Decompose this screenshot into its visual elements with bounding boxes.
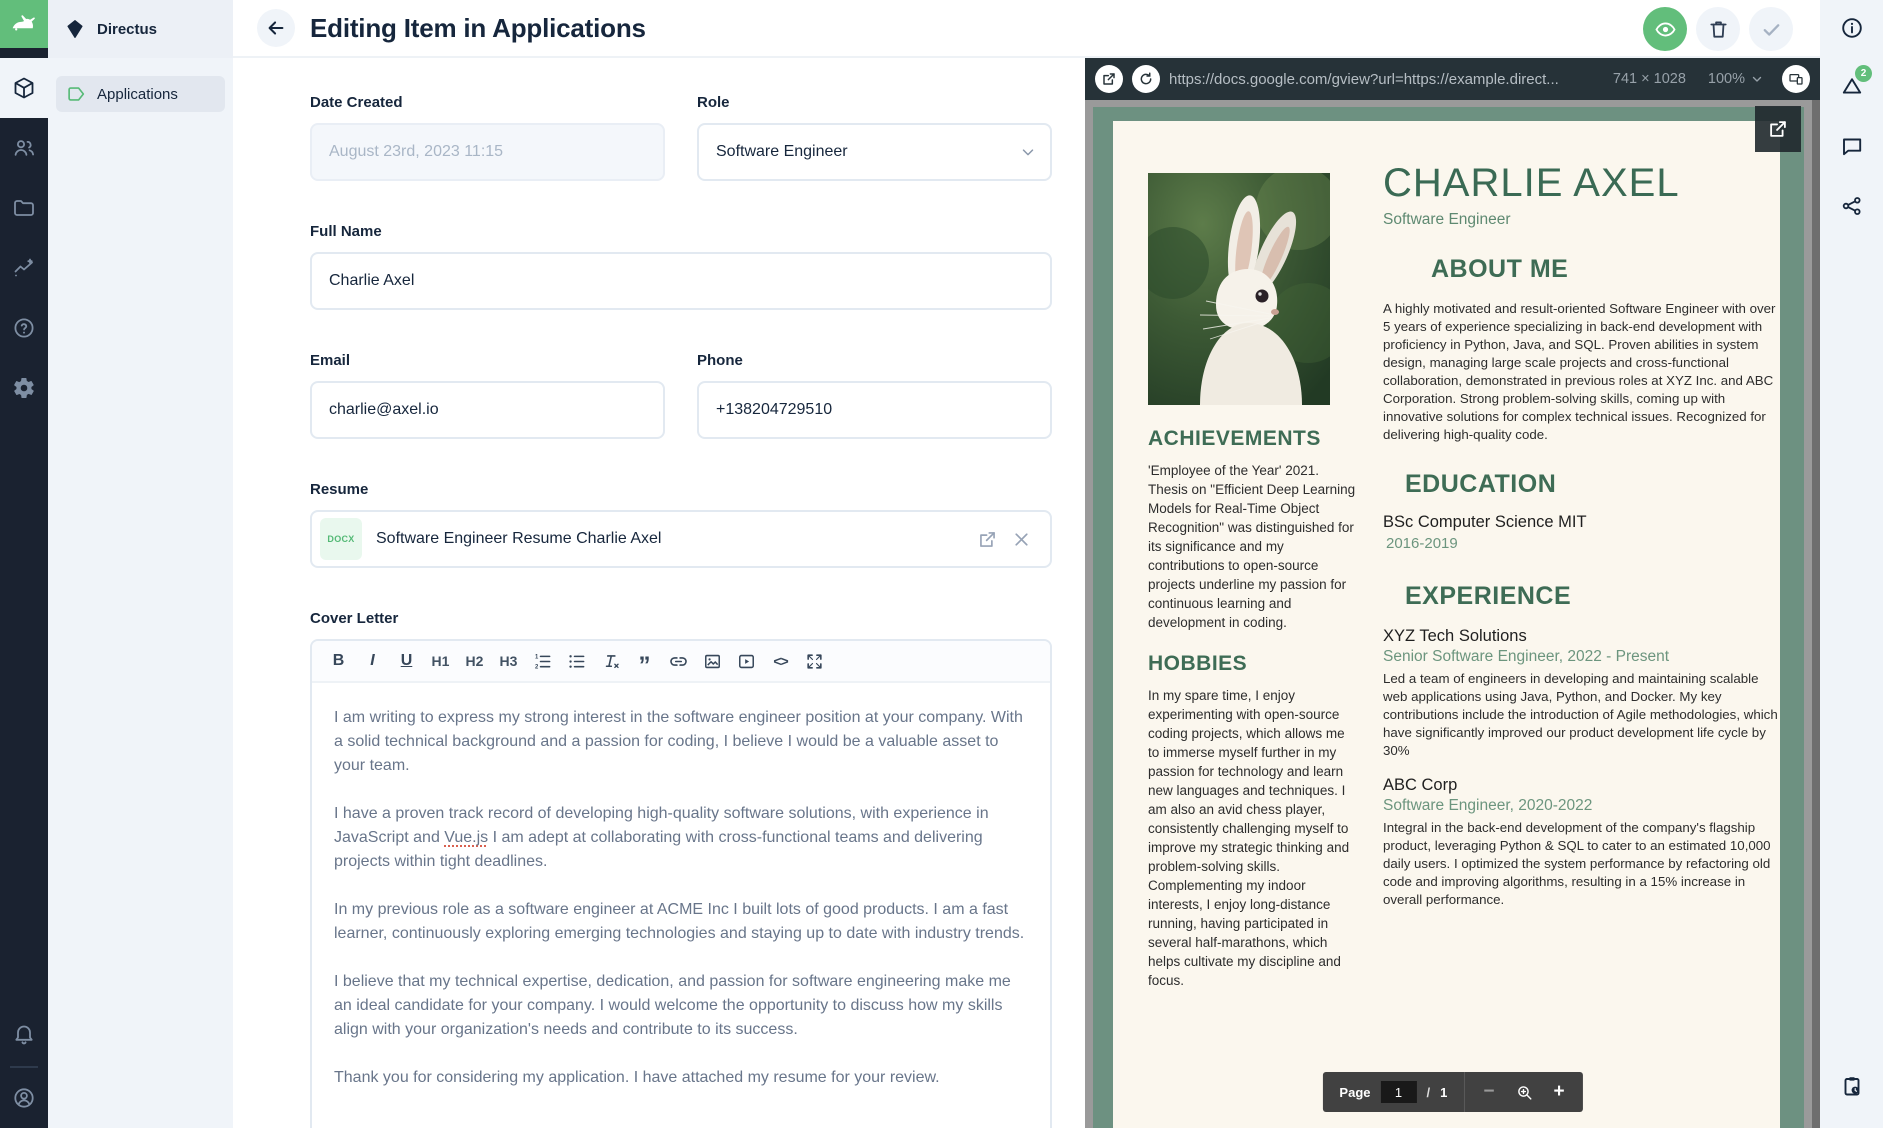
resume-file-name: Software Engineer Resume Charlie Axel	[376, 530, 662, 547]
bell-icon	[12, 1022, 36, 1046]
item-form	[233, 58, 1085, 1128]
page-number-input[interactable]	[1381, 1081, 1417, 1103]
field-phone	[697, 352, 1052, 439]
email-input[interactable]	[310, 381, 665, 439]
field-resume	[310, 481, 1052, 568]
document-frame	[1093, 107, 1804, 1128]
info-icon	[1840, 16, 1864, 40]
job-company: XYZ Tech Solutions	[1383, 627, 1527, 645]
gear-icon	[12, 376, 36, 400]
education-years: 2016-2019	[1386, 535, 1458, 552]
remove-file-icon[interactable]	[1011, 529, 1032, 550]
chevron-down-icon	[1019, 143, 1037, 161]
preview-zoom-select[interactable]: 100%	[1708, 71, 1764, 87]
education-degree: BSc Computer Science MIT	[1383, 513, 1587, 531]
achievements-body: 'Employee of the Year' 2021. Thesis on "Efficient Deep Learning Models for Real-Time Object Recognition" was distinguished for its significance and my contributions to open-source projects underline my passion for continuous learning and development in coding.	[1148, 463, 1356, 630]
revisions-count-badge: 2	[1855, 65, 1872, 82]
role-label: Role	[697, 94, 730, 111]
ordered-list-button[interactable]	[528, 647, 557, 676]
document-pager	[1322, 1072, 1582, 1112]
full-name-label: Full Name	[310, 223, 382, 240]
applicant-photo	[1148, 173, 1330, 405]
h2-button[interactable]: H2	[465, 653, 484, 669]
notifications-button[interactable]	[0, 1004, 48, 1064]
video-icon	[737, 652, 756, 671]
resume-label: Resume	[310, 481, 369, 498]
header-actions	[1643, 7, 1793, 51]
arrow-left-icon	[265, 17, 287, 39]
education-heading: EDUCATION	[1405, 470, 1557, 498]
help-icon	[12, 316, 36, 340]
date-created-label: Date Created	[310, 94, 403, 111]
hobbies-body: In my spare time, I enjoy experimenting with open-source coding projects, which allows me to immerse myself further in my passion for technology and learn new languages and techniques. I am also an avid chess player, consistently challenging myself to improve my strategic thinking and problem-solving skills. Complementing my indoor interests, I enjoy long-distance running, having participated in several half-marathons, which helps cultivate my discipline and focus.	[1148, 688, 1350, 988]
sidebar-item-comments[interactable]	[1820, 116, 1883, 176]
share-icon	[1840, 194, 1864, 218]
applicant-title: Software Engineer	[1383, 211, 1511, 228]
bold-button[interactable]: B	[332, 652, 345, 669]
cover-letter-paragraph: I believe that my technical expertise, dedication, and passion for software engineering make me an ideal candidate for your company. I would welcome the opportunity to discuss how my skills align with your organization's needs and contribute to its success.	[334, 973, 1011, 1038]
clear-format-button[interactable]	[596, 647, 625, 676]
phone-input[interactable]	[697, 381, 1052, 439]
open-preview-new-tab-button[interactable]	[1095, 65, 1123, 93]
link-icon	[669, 652, 688, 671]
about-body: A highly motivated and result-oriented Software Engineer with over 5 years of experience specializing in back-end development with proficiency in Python, Java, and SQL. Proven abilities in system design, managing large scale projects and cross-functional collaboration, demonstrated in previous roles at XYZ Inc. and ABC Corporation. Strong problem-solving skills, coming up with innovative solutions for complex technical issues. Recognized for delivering high-quality code.	[1383, 301, 1776, 442]
cover-letter-paragraph: I am writing to express my strong interest in the software engineer position at your company. With a solid technical background and a passion for coding, I believe I would be a valuable asset to your team.	[334, 709, 1023, 774]
h3-button[interactable]: H3	[499, 653, 518, 669]
image-icon	[703, 652, 722, 671]
preview-scrollbar[interactable]	[1812, 100, 1820, 1128]
right-sidebar	[1820, 0, 1883, 1128]
responsive-toggle-button[interactable]	[1782, 65, 1810, 93]
job-role-dates: Software Engineer, 2020-2022	[1383, 797, 1593, 814]
insert-video-button[interactable]	[732, 647, 761, 676]
zoom-out-button[interactable]: −	[1483, 1081, 1495, 1102]
phone-label: Phone	[697, 352, 743, 369]
role-value: Software Engineer	[716, 143, 848, 160]
job-company: ABC Corp	[1383, 776, 1458, 794]
field-email	[310, 352, 665, 439]
preview-dimensions: 741 × 1028	[1612, 71, 1686, 87]
preview-viewport	[1085, 100, 1820, 1128]
module-users[interactable]	[0, 118, 48, 178]
nav-item-label: Applications	[97, 85, 178, 103]
clear-format-icon	[601, 652, 620, 671]
field-date-created	[310, 94, 665, 181]
save-button[interactable]	[1749, 7, 1793, 51]
project-name: Directus	[97, 20, 158, 38]
sidebar-item-activity[interactable]	[1820, 1056, 1883, 1116]
hobbies-heading: HOBBIES	[1148, 652, 1248, 675]
cover-letter-paragraph: Thank you for considering my application. I have attached my resume for your review.	[334, 1069, 940, 1086]
bullet-list-icon	[567, 652, 586, 671]
link-button[interactable]	[664, 647, 693, 676]
experience-job	[1383, 627, 1783, 760]
cover-letter-content[interactable]	[312, 683, 1050, 1128]
resume-file-input[interactable]	[310, 510, 1052, 568]
folder-icon	[12, 196, 36, 220]
avatar-icon	[12, 1086, 36, 1110]
experience-heading: EXPERIENCE	[1405, 582, 1572, 610]
collection-tag-icon	[65, 83, 87, 105]
insert-image-button[interactable]	[698, 647, 727, 676]
page-header	[233, 0, 1820, 58]
docx-badge: DOCX	[320, 518, 362, 560]
blockquote-button[interactable]: ”	[638, 652, 651, 679]
ordered-list-icon	[533, 652, 552, 671]
applicant-name: CHARLIE AXEL	[1383, 161, 1680, 205]
open-in-new-icon	[1767, 118, 1789, 140]
cover-letter-label: Cover Letter	[310, 610, 399, 627]
devices-icon	[1788, 71, 1804, 87]
user-avatar-button[interactable]	[0, 1070, 48, 1126]
page-label: Page	[1339, 1084, 1371, 1100]
h1-button[interactable]: H1	[431, 653, 450, 669]
rabbit-logo-icon	[7, 7, 41, 41]
refresh-preview-button[interactable]	[1132, 65, 1160, 93]
module-content[interactable]	[0, 58, 48, 118]
cover-letter-paragraph: I have a proven track record of developing high-quality software solutions, with experience in JavaScript and Vue.js I am adept at collaborating with cross-functional teams and delivering projects within tight deadlines.	[334, 805, 989, 870]
preview-toolbar	[1085, 58, 1820, 100]
sidebar-item-revisions[interactable]	[1820, 56, 1883, 116]
clipboard-clock-icon	[1840, 1074, 1864, 1098]
svg-text:1: 1	[534, 653, 539, 660]
job-description: Led a team of engineers in developing and maintaining scalable web applications using Java, Python, and Docker. My key contributions include the introduction of Agile methodologies, which have significantly improved our product development life cycle by 30%	[1383, 671, 1778, 758]
magnifier-plus-icon	[1514, 1083, 1533, 1102]
eye-icon	[1654, 18, 1677, 41]
sidebar-divider	[10, 1066, 38, 1068]
comment-bubble-icon	[1840, 134, 1864, 158]
misspelled-word: Vue.js	[444, 829, 489, 846]
preview-toggle-button[interactable]	[1643, 7, 1687, 51]
fullscreen-button[interactable]	[800, 647, 829, 676]
date-created-input	[310, 123, 665, 181]
module-docs[interactable]	[0, 298, 48, 358]
job-role-dates: Senior Software Engineer, 2022 - Present	[1383, 648, 1670, 665]
module-files[interactable]	[0, 178, 48, 238]
rich-text-editor	[310, 639, 1052, 1128]
back-button[interactable]	[257, 9, 295, 47]
users-icon	[12, 136, 36, 160]
page-title: Editing Item in Applications	[310, 12, 646, 43]
bullet-list-button[interactable]	[562, 647, 591, 676]
preview-url[interactable]: https://docs.google.com/gview?url=https://example.direct...	[1169, 70, 1559, 88]
field-cover-letter	[310, 610, 1052, 1128]
module-insights[interactable]	[0, 238, 48, 298]
full-name-input[interactable]	[310, 252, 1052, 310]
nav-sidebar	[48, 0, 233, 1128]
open-document-button[interactable]	[1755, 106, 1801, 152]
field-role	[697, 94, 1052, 181]
live-preview-panel	[1085, 58, 1820, 1128]
underline-button[interactable]: U	[400, 652, 413, 669]
code-button[interactable]: <>	[773, 653, 788, 669]
nav-item-applications[interactable]	[56, 76, 225, 112]
cube-icon	[12, 76, 36, 100]
trash-icon	[1707, 18, 1730, 41]
page-total: 1	[1440, 1084, 1448, 1100]
sidebar-item-information[interactable]	[1820, 0, 1883, 56]
module-settings[interactable]	[0, 358, 48, 418]
resume-page	[1113, 121, 1780, 1128]
check-icon	[1760, 18, 1783, 41]
zoom-tool-button[interactable]	[1514, 1083, 1533, 1102]
fullscreen-icon	[805, 652, 824, 671]
module-bar	[0, 0, 48, 1128]
open-file-icon[interactable]	[977, 529, 998, 550]
italic-button[interactable]: I	[370, 652, 375, 669]
delete-button[interactable]	[1696, 7, 1740, 51]
cover-letter-paragraph: In my previous role as a software engineer at ACME Inc I built lots of good products. I am a fast learner, continuously exploring emerging technologies and staying up to date with industry trends.	[334, 901, 1025, 942]
role-select[interactable]	[697, 123, 1052, 181]
sidebar-item-shares[interactable]	[1820, 176, 1883, 236]
email-label: Email	[310, 352, 351, 369]
field-full-name	[310, 223, 1052, 310]
svg-text:2: 2	[534, 664, 539, 671]
refresh-icon	[1138, 71, 1154, 87]
project-switcher[interactable]	[48, 0, 233, 58]
experience-job	[1383, 776, 1783, 909]
job-description: Integral in the back-end development of the company's flagship product, leveraging Python & SQL to cater to an estimated 10,000 daily users. I optimized the system performance by refactoring old code and improving algorithms, resulting in a 15% increase in overall performance.	[1383, 820, 1771, 907]
chevron-down-icon	[1750, 72, 1764, 86]
about-heading: ABOUT ME	[1431, 255, 1569, 283]
zoom-in-button[interactable]: +	[1553, 1081, 1565, 1102]
editor-toolbar	[312, 641, 1050, 683]
insights-icon	[12, 256, 36, 280]
project-diamond-icon	[64, 18, 86, 40]
open-in-new-icon	[1101, 71, 1117, 87]
page-separator: /	[1426, 1084, 1431, 1100]
achievements-heading: ACHIEVEMENTS	[1148, 427, 1321, 450]
directus-logo[interactable]	[0, 0, 48, 48]
